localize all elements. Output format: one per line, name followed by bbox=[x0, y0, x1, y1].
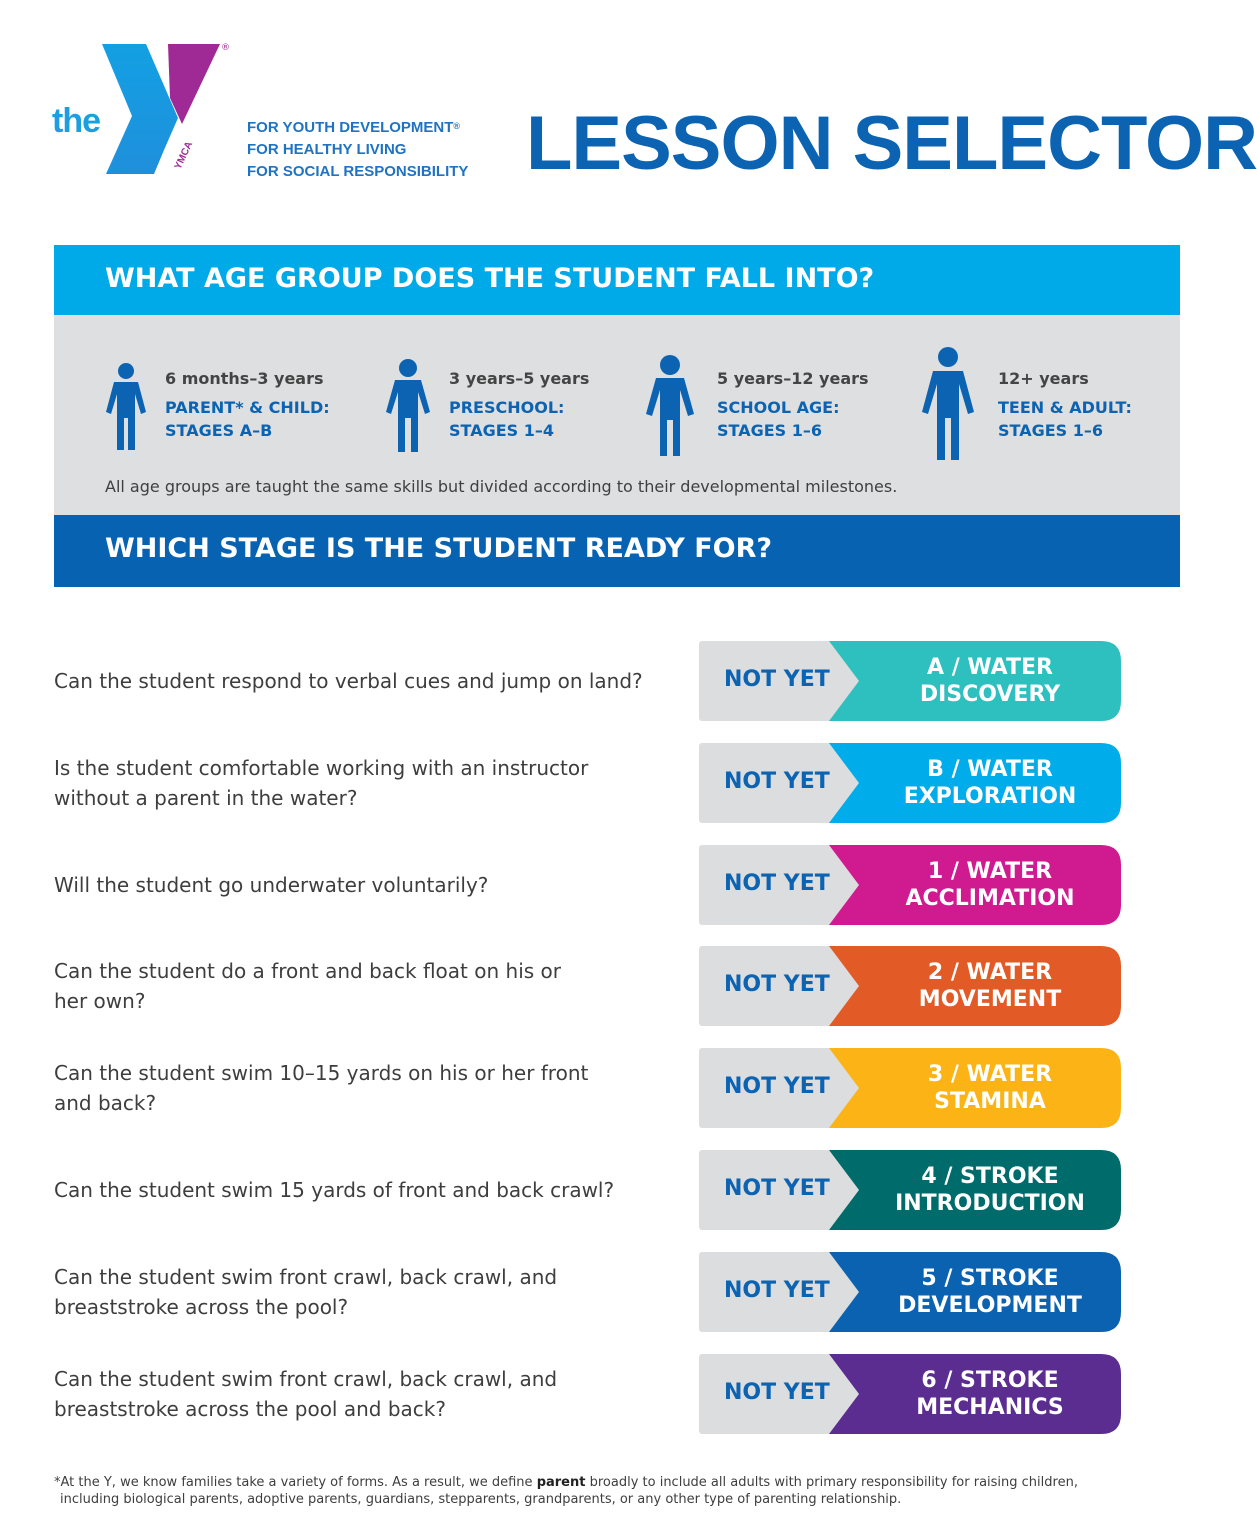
stage-name: EXPLORATION bbox=[903, 784, 1077, 809]
age-range: 6 months–3 years bbox=[165, 369, 324, 388]
question-line: Can the student swim front crawl, back crawl, and bbox=[54, 1265, 558, 1289]
age-range: 12+ years bbox=[998, 369, 1089, 388]
footnote-bold: parent bbox=[536, 1475, 586, 1490]
not-yet-label: NOT YET bbox=[724, 871, 830, 896]
age-group-stages: STAGES 1–4 bbox=[449, 421, 554, 440]
not-yet-label: NOT YET bbox=[724, 972, 830, 997]
stage-option[interactable] bbox=[699, 1354, 1121, 1434]
logo-registered-mark: ® bbox=[221, 43, 230, 53]
footnote-line2: including biological parents, adoptive parents, guardians, stepparents, grandparents, or any other type of parenting relationship. bbox=[60, 1492, 902, 1507]
tagline-line: FOR HEALTHY LIVING bbox=[247, 141, 407, 158]
not-yet-label: NOT YET bbox=[724, 1074, 830, 1099]
stage-name: MOVEMENT bbox=[918, 987, 1062, 1012]
question-line: Can the student do a front and back float on his or bbox=[54, 959, 561, 983]
stage-label[interactable] bbox=[859, 743, 1121, 823]
question-line: breaststroke across the pool? bbox=[54, 1295, 349, 1319]
age-range: 5 years–12 years bbox=[717, 369, 869, 388]
stage-label[interactable] bbox=[859, 641, 1121, 721]
stage-label[interactable] bbox=[859, 1354, 1121, 1434]
tagline-registered-mark: ® bbox=[453, 121, 461, 131]
question-text bbox=[54, 1058, 644, 1118]
age-heading-bar bbox=[54, 245, 1180, 315]
preschooler-figure-icon bbox=[384, 358, 432, 454]
stage-number: 4 / STROKE bbox=[921, 1164, 1059, 1189]
age-group-stages: STAGES 1–6 bbox=[717, 421, 822, 440]
stage-name: DISCOVERY bbox=[919, 682, 1061, 707]
footnote-text: broadly to include all adults with primary responsibility for raising children, bbox=[585, 1475, 1078, 1490]
question-text bbox=[54, 1262, 644, 1322]
stage-name: MECHANICS bbox=[916, 1395, 1064, 1420]
age-group-stages: STAGES A–B bbox=[165, 421, 273, 440]
stage-number: 6 / STROKE bbox=[921, 1368, 1059, 1393]
question-text bbox=[54, 1364, 644, 1424]
age-group-stages: STAGES 1–6 bbox=[998, 421, 1103, 440]
stage-option[interactable] bbox=[699, 1252, 1121, 1332]
stage-name: INTRODUCTION bbox=[895, 1191, 1085, 1216]
age-note: All age groups are taught the same skills but divided according to their developmental milestones. bbox=[105, 477, 898, 496]
question-text bbox=[54, 1175, 644, 1205]
stage-label[interactable] bbox=[859, 845, 1121, 925]
question-line: Can the student swim front crawl, back crawl, and bbox=[54, 1367, 558, 1391]
stage-option[interactable] bbox=[699, 946, 1121, 1026]
stage-name: ACCLIMATION bbox=[905, 886, 1075, 911]
stage-number: 1 / WATER bbox=[927, 859, 1053, 884]
not-yet-label: NOT YET bbox=[724, 1380, 830, 1405]
stage-number: B / WATER bbox=[927, 757, 1053, 782]
y-logo-icon bbox=[98, 40, 228, 180]
age-range: 3 years–5 years bbox=[449, 369, 590, 388]
stage-number: A / WATER bbox=[927, 655, 1053, 680]
age-group-line: SCHOOL AGE: bbox=[717, 398, 840, 417]
stage-name: STAMINA bbox=[934, 1089, 1046, 1114]
question-text bbox=[54, 753, 644, 813]
footnote bbox=[54, 1474, 1174, 1508]
question-text bbox=[54, 956, 644, 1016]
not-yet-label: NOT YET bbox=[724, 667, 830, 692]
stage-number: 5 / STROKE bbox=[921, 1266, 1059, 1291]
age-group-line: PRESCHOOL: bbox=[449, 398, 565, 417]
not-yet-label: NOT YET bbox=[724, 1278, 830, 1303]
question-line: Can the student respond to verbal cues and jump on land? bbox=[54, 669, 643, 693]
question-line: Will the student go underwater voluntarily? bbox=[54, 873, 489, 897]
page-title: LESSON SELECTOR bbox=[526, 101, 1257, 186]
stage-option[interactable] bbox=[699, 641, 1121, 721]
stage-label[interactable] bbox=[859, 1048, 1121, 1128]
logo-the-text: the bbox=[52, 102, 100, 140]
question-line: and back? bbox=[54, 1091, 157, 1115]
child-figure-icon bbox=[104, 362, 148, 452]
age-group-line: TEEN & ADULT: bbox=[998, 398, 1132, 417]
question-line: without a parent in the water? bbox=[54, 786, 358, 810]
question-line: her own? bbox=[54, 989, 146, 1013]
not-yet-label: NOT YET bbox=[724, 769, 830, 794]
stage-option[interactable] bbox=[699, 845, 1121, 925]
tagline bbox=[247, 117, 468, 183]
stage-option[interactable] bbox=[699, 743, 1121, 823]
question-text bbox=[54, 666, 644, 696]
footnote-text: *At the Y, we know families take a variety of forms. As a result, we define bbox=[54, 1475, 537, 1490]
age-group-line: PARENT* & CHILD: bbox=[165, 398, 330, 417]
school-age-figure-icon bbox=[644, 354, 696, 458]
stage-label[interactable] bbox=[859, 946, 1121, 1026]
question-line: Can the student swim 15 yards of front and back crawl? bbox=[54, 1178, 615, 1202]
stage-label[interactable] bbox=[859, 1150, 1121, 1230]
stage-option[interactable] bbox=[699, 1150, 1121, 1230]
logo-ymca-text: YMCA bbox=[172, 139, 196, 172]
stage-number: 3 / WATER bbox=[927, 1062, 1053, 1087]
age-heading: WHAT AGE GROUP DOES THE STUDENT FALL INTO? bbox=[105, 263, 875, 294]
not-yet-label: NOT YET bbox=[724, 1176, 830, 1201]
question-line: Can the student swim 10–15 yards on his or her front bbox=[54, 1061, 589, 1085]
stage-label[interactable] bbox=[859, 1252, 1121, 1332]
tagline-line: FOR YOUTH DEVELOPMENT bbox=[247, 119, 454, 136]
stage-name: DEVELOPMENT bbox=[898, 1293, 1082, 1318]
stage-heading-bar bbox=[54, 515, 1180, 587]
ymca-logo bbox=[52, 40, 242, 180]
stage-heading: WHICH STAGE IS THE STUDENT READY FOR? bbox=[105, 533, 773, 564]
teen-adult-figure-icon bbox=[920, 346, 976, 462]
question-text bbox=[54, 870, 644, 900]
tagline-line: FOR SOCIAL RESPONSIBILITY bbox=[247, 163, 469, 180]
stage-option[interactable] bbox=[699, 1048, 1121, 1128]
question-line: Is the student comfortable working with an instructor bbox=[54, 756, 589, 780]
stage-number: 2 / WATER bbox=[927, 960, 1053, 985]
age-panel bbox=[54, 245, 1180, 587]
question-line: breaststroke across the pool and back? bbox=[54, 1397, 446, 1421]
